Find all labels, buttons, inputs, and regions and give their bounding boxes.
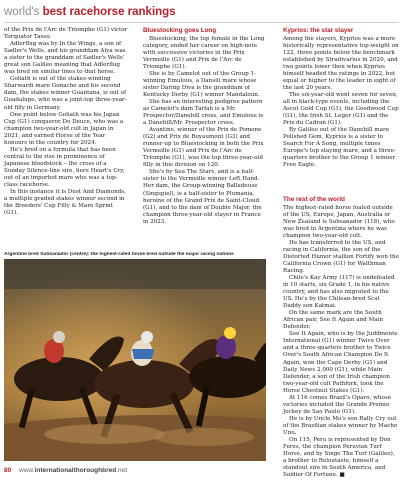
- site-url[interactable]: [19, 467, 127, 474]
- section-title: best racehorse rankings: [42, 6, 176, 18]
- col3b-para: He has transferred to the US, and racing in California, the son of the Distorted Humor stallion Fortify won the California Crown (G1) for Walthman Racing.: [283, 239, 399, 274]
- col1-para: Adlerflug was by In the Wings, a son of Sadler's Wells, and his granddam Alya was a sister to the granddam of Sadler's Wells' great son Galileo meaning that Adlerflug was bred on similar lines to that horse.: [4, 41, 126, 76]
- url-prefix: www.: [19, 467, 35, 474]
- col2-para: She's by Sea The Stars, and is a half-sister to the Vermeille winner Left Hand. Her dam, the Group-winning Balladeuse (Singspiel), is a half-sister to Plumania, heroine of the Grand Prix de Saint-Cloud (G1), and to the dam of Double Major, the champion three-year-old stayer in France in 2023.: [143, 169, 262, 225]
- url-domain: internationalthoroughbred: [34, 467, 117, 474]
- col1-para: In this instance it is Dust And Diamonds, a multiple graded stakes winner second in the Breeders' Cup Filly & Mare Sprint (G1).: [4, 189, 126, 217]
- col3-para: Among the stayers, Kyprios was a more historically representative top-weight on 122, three points below the benchmark established by Stradivarius in 2020, and two points lower then when Kyprios himself headed the ratings in 2022, but equal or higher to the leader in eight of the last 20 years.: [283, 35, 399, 91]
- col3b-para: The highest-rated horse foaled outside of the US, Europe, Japan, Australia or New Zealand is Subsanador (118), who was bred in Argentina where he was champion two-year-old colt.: [283, 204, 395, 239]
- url-suffix: .net: [116, 467, 128, 474]
- page-header: [4, 5, 176, 19]
- col2-para: Bluestocking, the top female in the Long category, ended her career on high-note with successive victories in the Prix Vermeille (G1) and Prix de l'Arc de Triomphe (G1).: [143, 35, 265, 70]
- col1-para: He's bred on a formula that has been central to the rise in prominence of Japanese bloodstock – the cross of a Sunday Silence-line sire, here Heart's Cry, out of an imported mare who was a top-class racehorse.: [4, 146, 125, 189]
- col1-para: of the Prix de l'Arc de Triomphe (G1) victor Torquator Tasso.: [4, 27, 128, 41]
- col2-para: She is by Camelot out of the Group 1-winning Emulous, a Dansili mare whose sister Daring Diva is the granddam of Kentucky Derby (G1) winner Mandaloun.: [143, 70, 260, 98]
- col3-para: The six-year-old went seven for seven, all in black-type events, including the Ascot Gold Cup (G1), the Goodwood Cup (G1), the Irish St. Leger (G1) and the Prix du Cadran (G1).: [283, 91, 399, 127]
- col3b-para: At 116 comes Brazil's Oparo, whose victories included the Grande Premio Jockey de Sao Paulo (G1).: [283, 394, 392, 415]
- col2-heading: Bluestocking goes Long: [143, 27, 217, 34]
- col3-heading: Kyprios: the star stayer: [283, 27, 354, 34]
- column-3-lower: [283, 196, 399, 479]
- col3b-para: He is by Uncle Mo's son Rally Cry out of the Brazilian stakes winner by Macho Uno.: [283, 415, 398, 436]
- col2-para: Avantine, winner of the Prix de Pomone (G2) and Prix de Royaumont (G3) and runner-up to Bluestocking in both the Prix Vermeille (G1) and Prix de l'Arc de Triomphe (G1), was the top three-year-old filly in this division on 120.: [143, 127, 264, 169]
- col3b-para: Chile's Kay Army (117) is undefeated in 10 starts, six Grade 1, in his native country, and has also migrated to the US. He's by the Chilean-bred Scat Daddy son Katmai.: [283, 274, 395, 310]
- section-label: world's: [4, 6, 40, 18]
- col3b-para: On 115, Peru is represented by Don Feres, the champion Peruvian Turf Horse, and by Singe The Turf (Galileo), a brother to Reloutaste, himself a standout sire in South America, and Soldier Of Fortune. ■: [283, 437, 395, 479]
- horse-racing-photo-icon: [4, 259, 266, 461]
- column-2: [143, 27, 266, 226]
- col1-para: One point below Goliath was his Japan Cup (G1) conqueror Do Deuce, who was a champion two-year-old colt in Japan in 2021, and earned Horse of the Year honours in the country for 2024.: [4, 111, 124, 146]
- page-footer: [4, 467, 127, 475]
- col3b-heading: The rest of the world: [283, 196, 345, 203]
- col3b-para: See It Again, who is by the Juddmonte International (G1) winner Twice Over and a three-quarters brother to Twice Over's South African Champion Do It Again, won the Cape Derby (G1) and Daily News 2,000 (G1), while Main Defender, a son of the Irish champion two-year-old colt Pathfork, took the Horse Chestnut Stakes (G1).: [283, 331, 398, 394]
- col2-para: She has an interesting pedigree pattern as Camelot's dam Tarfah is a Mr. Prospector/Danehill cross, and Emulous is a Danehill/Mr. Prospector cross.: [143, 98, 264, 127]
- col3b-para: On the same mark are the South African pair, See It Again and Main Defender.: [283, 310, 383, 331]
- photo-caption: Argentine bred Subsanador (centre): the highest-rated horse bred outside the major racing nations: [4, 252, 234, 257]
- column-1: [4, 27, 128, 217]
- column-3: [283, 27, 399, 169]
- page-number: 80: [4, 467, 12, 474]
- col3-para: By Galileo out of the Danehill mare Polished Gem, Kyprios is a sister to Search For A Song, multiple times Europe's top staying mare, and a three-quarters brother to the Group 1 winner Free Eagle.: [283, 127, 396, 169]
- header-divider: [4, 22, 399, 23]
- col1-para: Goliath is out of the stakes-winning Sharwardi mare Gonache and his second dam, the stakes winner Guantana, is out of Guadalupe, who was a joint-top three-year-old filly in Germany.: [4, 76, 127, 111]
